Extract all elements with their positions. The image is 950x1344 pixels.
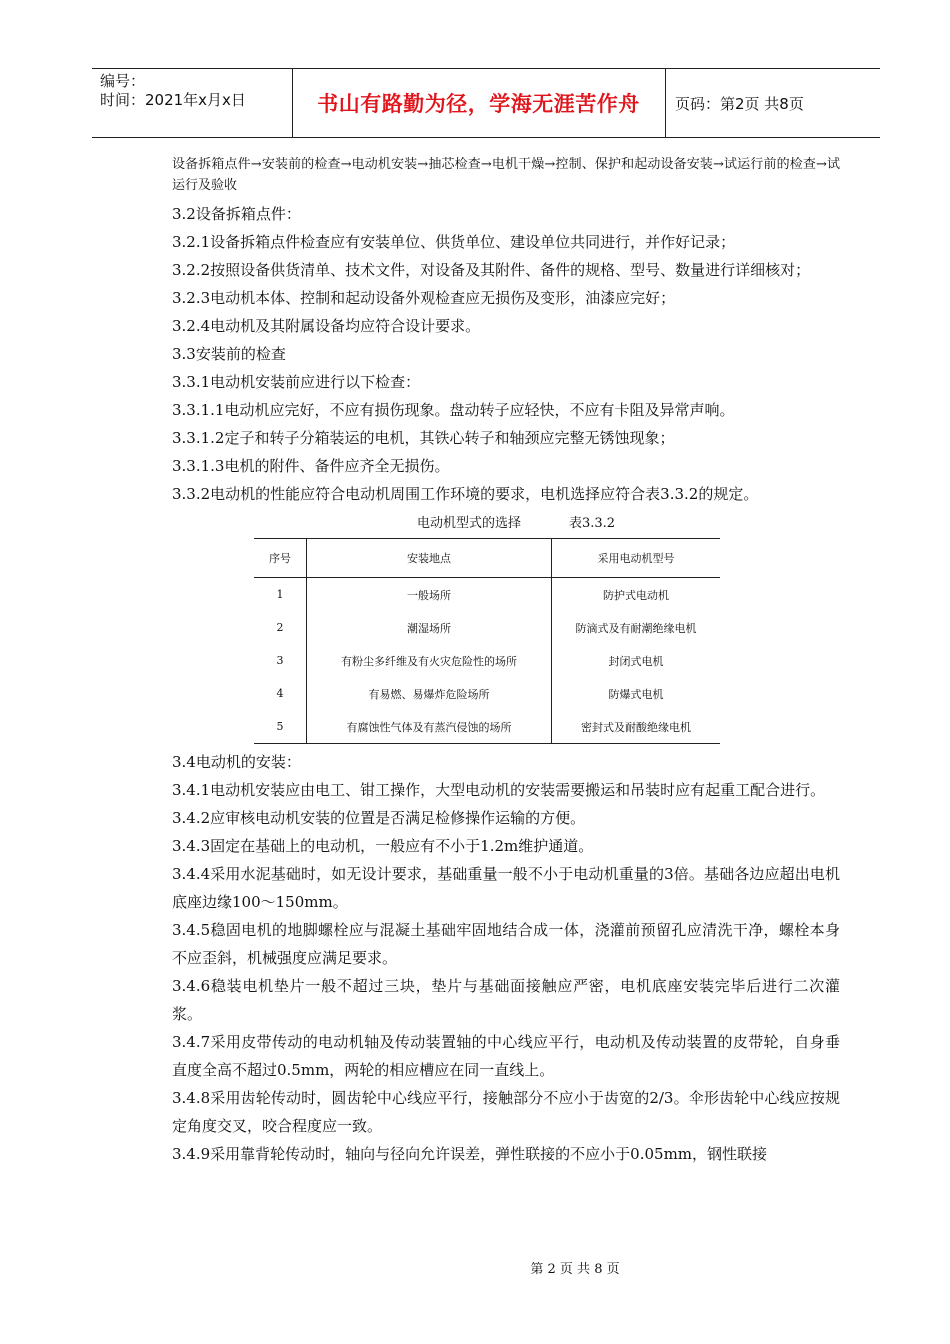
table-header-row: [254, 539, 720, 578]
paragraph: 3.3安装前的检查: [172, 345, 286, 363]
table-caption: [172, 514, 840, 534]
paragraph: 3.4电动机的安装：: [172, 753, 301, 771]
table-row: [254, 611, 720, 644]
header-motto: 书山有路勤为径，学海无涯苦作舟: [317, 92, 640, 116]
paragraph: 3.2.4电动机及其附属设备均应符合设计要求。: [172, 317, 481, 335]
table-row: [254, 578, 720, 612]
table-row: [254, 644, 720, 677]
table-cell: 有易燃、易爆炸危险场所: [307, 677, 552, 710]
paragraph: 3.4.1电动机安装应由电工、钳工操作，大型电动机的安装需要搬运和吊装时应有起重工配合进行。: [172, 781, 826, 799]
table-cell: 3: [276, 654, 284, 667]
table-cell: 4: [276, 687, 284, 700]
paragraph: 3.3.1.3电机的附件、备件应齐全无损伤。: [172, 457, 450, 475]
header-page-info: 页码：第2页 共8页: [675, 94, 804, 113]
page-footer: 第 2 页 共 8 页: [530, 1262, 620, 1277]
paragraph: 3.2.2按照设备供货清单、技术文件，对设备及其附件、备件的规格、型号、数量进行详细核对；: [172, 261, 811, 279]
table-cell: 潮湿场所: [307, 611, 552, 644]
paragraph: 3.4.7采用皮带传动的电动机轴及传动装置轴的中心线应平行，电动机及传动装置的皮带轮，自身垂直度全高不超过0.5mm，两轮的相应槽应在同一直线上。: [172, 1033, 840, 1079]
motor-type-table: [254, 538, 720, 744]
process-flow-text: 设备拆箱点件→安装前的检查→电动机安装→抽芯检查→电机干燥→控制、保护和起动设备安装→试运行前的检查→试运行及验收: [172, 157, 840, 193]
table-row: [254, 710, 720, 744]
table-number: 表3.3.2: [568, 516, 616, 531]
table-cell: 密封式及耐酸绝缘电机: [552, 710, 721, 744]
table-row: [254, 677, 720, 710]
paragraph: 3.4.9采用靠背轮传动时，轴向与径向允许误差，弹性联接的不应小于0.05mm，钢性联接: [172, 1145, 768, 1163]
header-number-label: 编号：: [100, 72, 146, 90]
table-title: 电动机型式的选择: [416, 516, 521, 531]
table-cell: 封闭式电机: [608, 654, 664, 668]
paragraph: 3.2设备拆箱点件：: [172, 205, 301, 223]
paragraph: 3.3.1电动机安装前应进行以下检查：: [172, 373, 421, 391]
paragraph: 3.2.1设备拆箱点件检查应有安装单位、供货单位、建设单位共同进行，并作好记录；: [172, 233, 736, 251]
table-cell: 防滴式及有耐潮绝缘电机: [575, 621, 697, 635]
paragraph: 3.3.2电动机的性能应符合电动机周围工作环境的要求，电机选择应符合表3.3.2的规定。: [172, 485, 759, 503]
paragraph: 3.4.6稳装电机垫片一般不超过三块，垫片与基础面接触应严密，电机底座安装完毕后进行二次灌浆。: [172, 977, 840, 1023]
page-header: [92, 68, 880, 138]
paragraph: 3.2.3电动机本体、控制和起动设备外观检查应无损伤及变形，油漆应完好；: [172, 289, 676, 307]
paragraph: 3.3.1.2定子和转子分箱装运的电机，其铁心转子和轴颈应完整无锈蚀现象；: [172, 429, 675, 447]
header-meta: [92, 69, 293, 137]
document-body: [172, 154, 840, 1168]
paragraph: 3.4.4采用水泥基础时，如无设计要求，基础重量一般不小于电动机重量的3倍。基础各边应超出电机底座边缘100～150mm。: [172, 865, 840, 911]
paragraph: 3.4.3固定在基础上的电动机，一般应有不小于1.2m维护通道。: [172, 837, 594, 855]
header-time-label: 时间：2021年x月x日: [100, 91, 246, 109]
table-cell: 5: [254, 710, 307, 744]
table-cell: 2: [276, 621, 284, 634]
table-header-cell: 序号: [254, 539, 307, 578]
paragraph: 3.3.1.1电动机应完好，不应有损伤现象。盘动转子应轻快，不应有卡阻及异常声响。: [172, 401, 735, 419]
table-header-cell: 采用电动机型号: [552, 539, 721, 578]
table-header-cell: 安装地点: [307, 539, 552, 578]
table-cell: 防爆式电机: [608, 687, 664, 701]
table-cell: 一般场所: [307, 578, 552, 612]
table-cell: 防护式电动机: [603, 588, 669, 602]
paragraph: 3.4.8采用齿轮传动时，圆齿轮中心线应平行，接触部分不应小于齿宽的2/3。伞形齿轮中心线应按规定角度交叉，咬合程度应一致。: [172, 1089, 840, 1135]
paragraph: 3.4.5稳固电机的地脚螺栓应与混凝土基础牢固地结合成一体，浇灌前预留孔应清洗干净，螺栓本身不应歪斜，机械强度应满足要求。: [172, 921, 840, 967]
header-motto-cell: [292, 69, 666, 137]
paragraph: 3.4.2应审核电动机安装的位置是否满足检修操作运输的方便。: [172, 809, 586, 827]
table-cell: 有粉尘多纤维及有火灾危险性的场所: [307, 644, 552, 677]
table-cell: 1: [276, 588, 284, 601]
table-cell: 有腐蚀性气体及有蒸汽侵蚀的场所: [307, 710, 552, 744]
header-page-info-cell: [665, 69, 890, 137]
